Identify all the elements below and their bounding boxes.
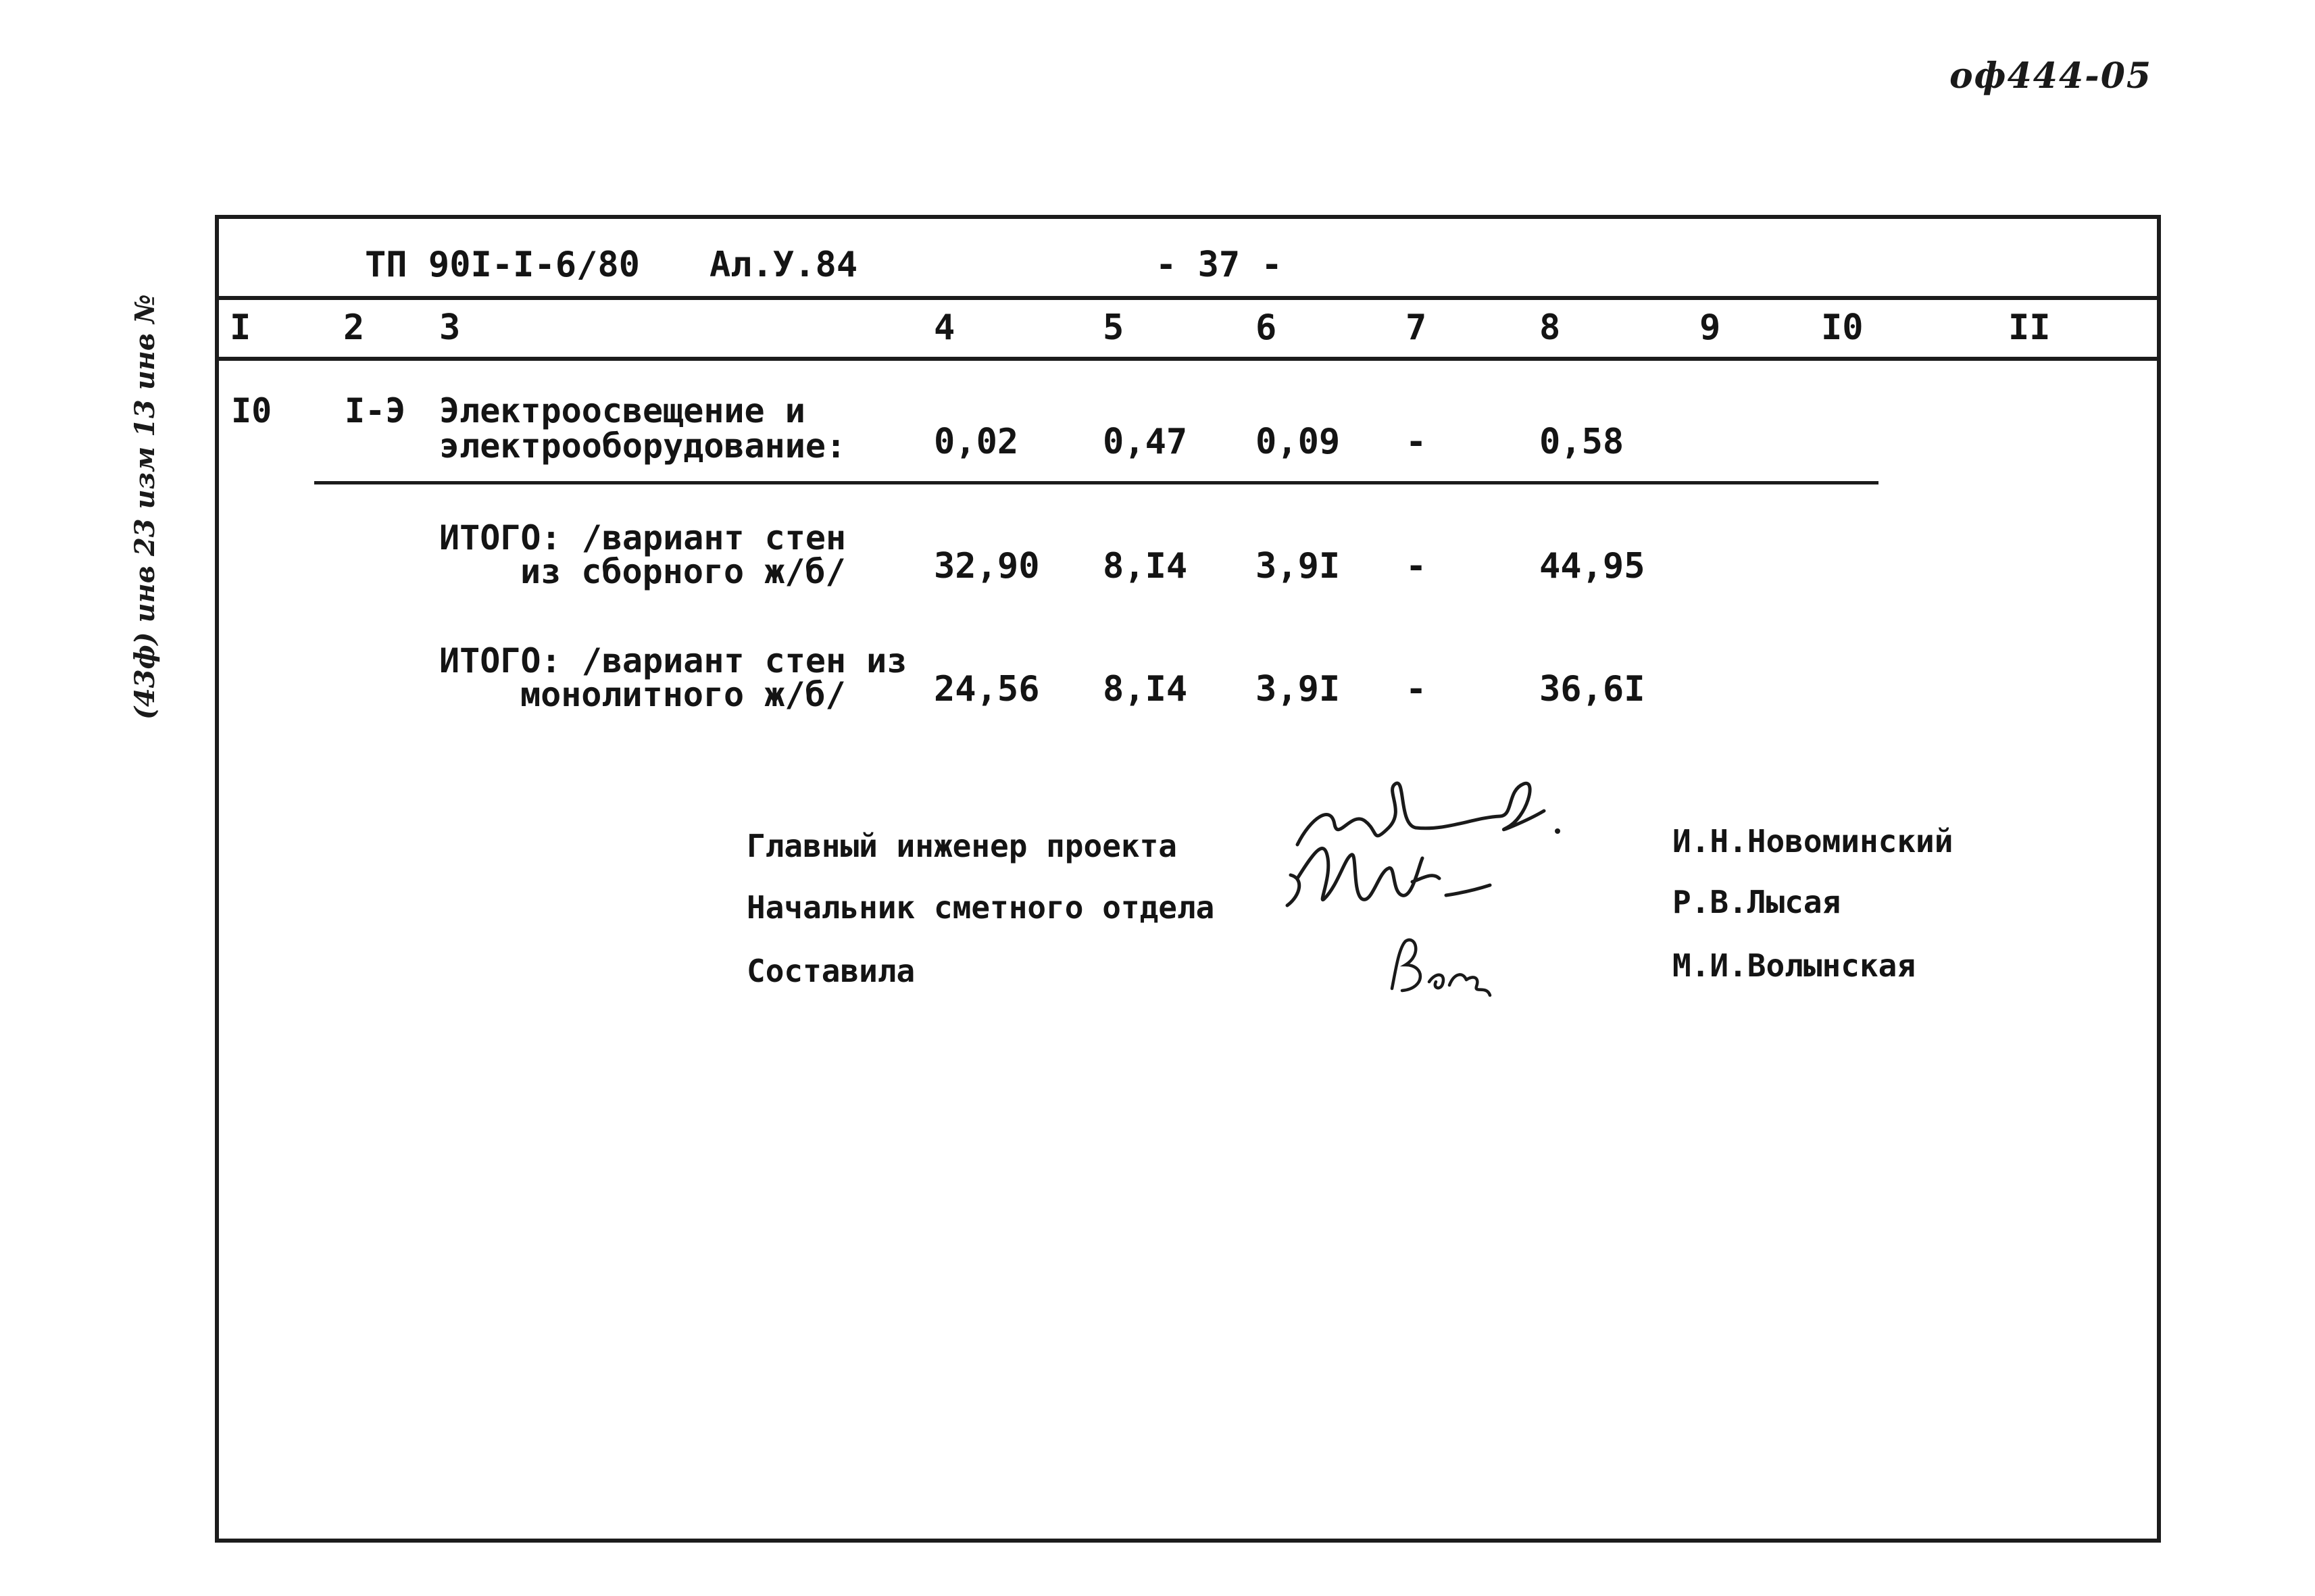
col-header-6: 6 <box>1255 307 1277 348</box>
col-header-9: 9 <box>1699 307 1721 348</box>
total2-col7: - <box>1405 669 1427 709</box>
total1-col4: 32,90 <box>934 546 1040 587</box>
header-bottom-rule <box>215 357 2161 361</box>
signature-role-compiler: Составила <box>747 953 916 989</box>
col-header-5: 5 <box>1103 307 1124 348</box>
signature-name-compiler: М.И.Волынская <box>1672 947 1916 984</box>
total1-label-line2: из сборного ж/б/ <box>520 552 846 591</box>
total2-col8: 36,6I <box>1539 669 1645 709</box>
doc-code: ТП 90I-I-6/80 <box>365 245 640 285</box>
col-header-2: 2 <box>343 307 365 348</box>
row-value-col8: 0,58 <box>1539 422 1624 462</box>
total2-col6: 3,9I <box>1255 669 1341 709</box>
total1-col8: 44,95 <box>1539 546 1645 587</box>
archive-code: оф444-05 <box>1949 55 2153 97</box>
row-value-col6: 0,09 <box>1255 422 1341 462</box>
col-header-7: 7 <box>1405 307 1427 348</box>
col-header-10: I0 <box>1821 307 1864 348</box>
signature-role-estimate-head: Начальник сметного отдела <box>747 889 1215 926</box>
handwritten-signature-2 <box>1277 831 1520 926</box>
col-header-4: 4 <box>934 307 955 348</box>
row-separator <box>314 481 1878 484</box>
total1-col6: 3,9I <box>1255 546 1341 587</box>
col-header-3: 3 <box>439 307 461 348</box>
total2-col4: 24,56 <box>934 669 1040 709</box>
col-header-11: II <box>2008 307 2051 348</box>
row-code: I-Э <box>345 391 406 430</box>
row-name-line2: электрооборудование: <box>439 426 847 466</box>
total1-col7: - <box>1405 546 1427 587</box>
row-value-col5: 0,47 <box>1103 422 1188 462</box>
col-header-1: I <box>230 307 251 348</box>
row-value-col7: - <box>1405 422 1427 462</box>
header-top-rule <box>215 296 2161 300</box>
col-header-8: 8 <box>1539 307 1561 348</box>
row-number: I0 <box>231 391 272 430</box>
signature-role-chief-engineer: Главный инженер проекта <box>747 828 1177 864</box>
total1-label-line1: ИТОГО: /вариант стен <box>439 518 847 557</box>
total2-label-line2: монолитного ж/б/ <box>520 675 846 714</box>
total2-label-line1: ИТОГО: /вариант стен из <box>439 641 907 680</box>
album-number: Ал.У.84 <box>710 245 858 285</box>
total2-col5: 8,I4 <box>1103 669 1188 709</box>
signature-name-estimate-head: Р.В.Лысая <box>1672 884 1841 920</box>
total1-col5: 8,I4 <box>1103 546 1188 587</box>
page-number: - 37 - <box>1155 245 1283 285</box>
handwritten-signature-3 <box>1378 931 1514 1005</box>
row-value-col4: 0,02 <box>934 422 1019 462</box>
margin-note: (43ф) инв 23 изм 13 инв № <box>129 294 161 720</box>
row-name-line1: Электроосвещение и <box>439 391 805 430</box>
signature-name-chief-engineer: И.Н.Новоминский <box>1672 823 1953 859</box>
